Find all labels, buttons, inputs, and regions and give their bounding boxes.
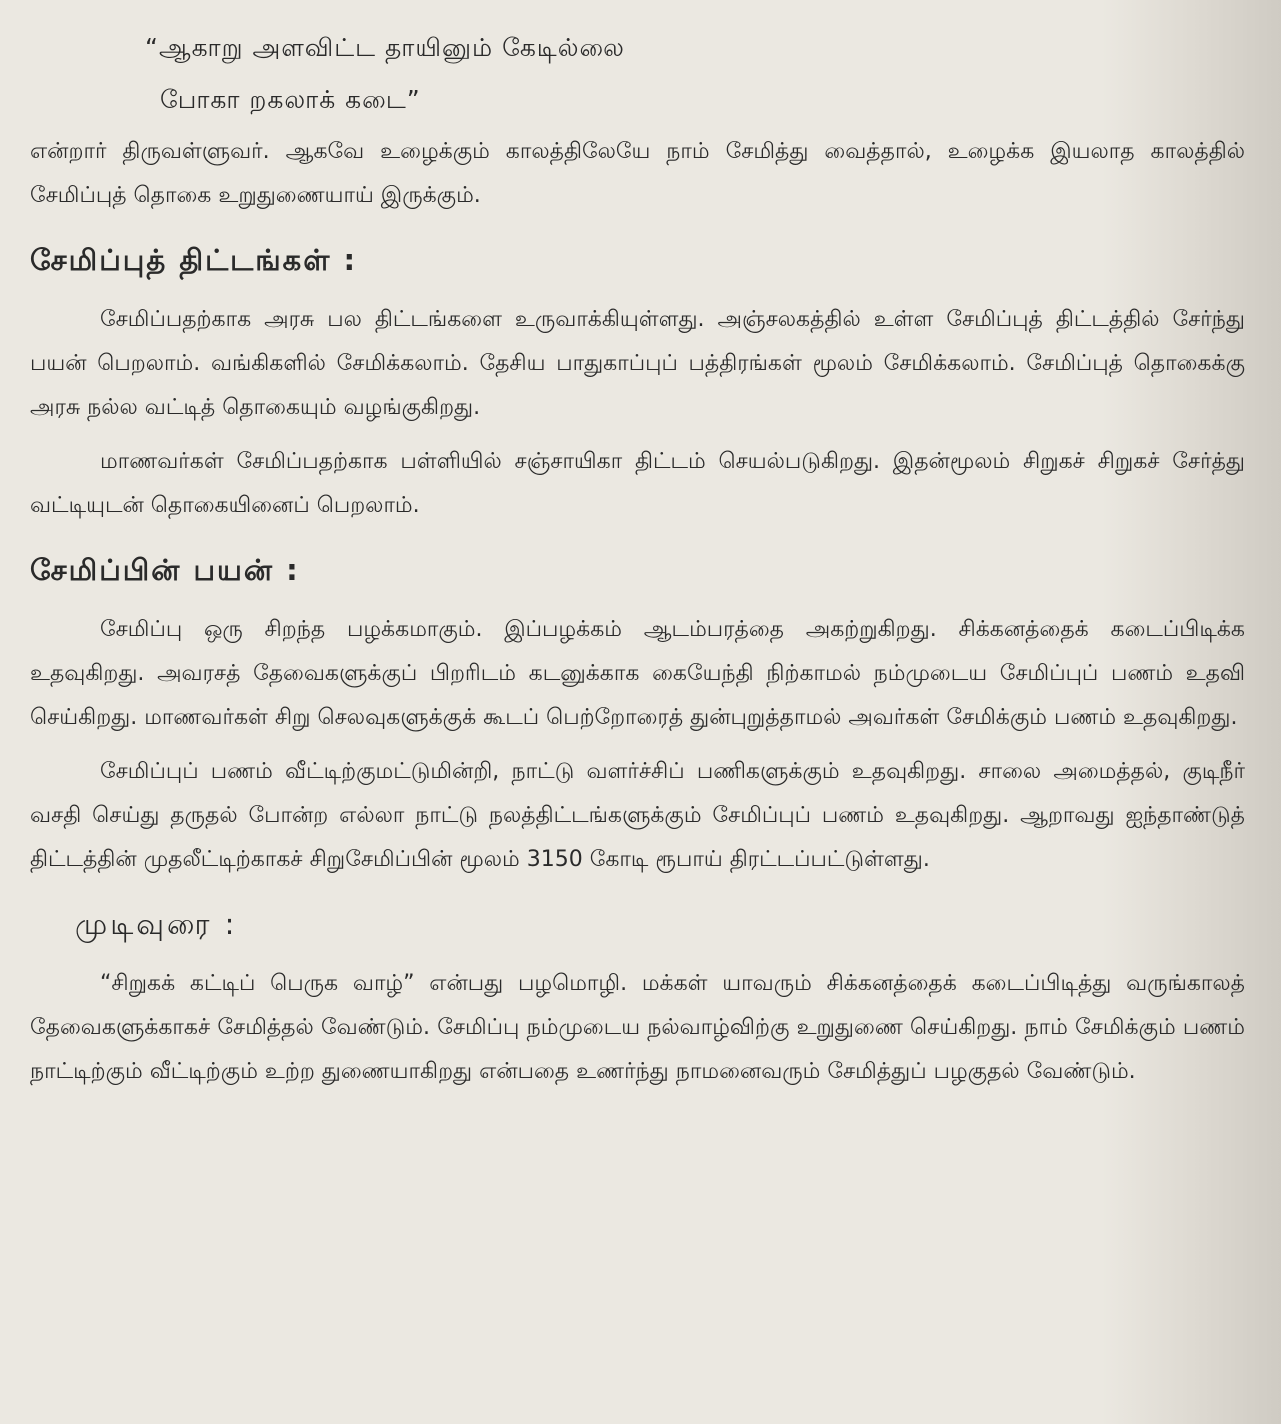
savings-schemes-paragraph-1: சேமிப்பதற்காக அரசு பல திட்டங்களை உருவாக்கியுள்ளது. அஞ்சலகத்தில் உள்ள சேமிப்புத் திட்டத்தில் சேர்ந்து பயன் பெறலாம். வங்கிகளில் சேமிக்கலாம். தேசிய பாதுகாப்புப் பத்திரங்கள் மூலம் சேமிக்கலாம். சேமிப்புத் தொகைக்கு அரசு நல்ல வட்டித் தொகையும் வழங்குகிறது.	[30, 307, 1245, 420]
intro-paragraph: என்றார் திருவள்ளுவர். ஆகவே உழைக்கும் காலத்திலேயே நாம் சேமித்து வைத்தால், உழைக்க இயலாத காலத்தில் சேமிப்புத் தொகை உறுதுணையாய் இருக்கும்.	[30, 139, 1245, 208]
heading-benefits-of-savings: சேமிப்பின் பயன் :	[30, 553, 300, 587]
heading-savings-schemes: சேமிப்புத் திட்டங்கள் :	[30, 243, 358, 277]
kural-line-1: “ஆகாறு அளவிட்ட தாயினும் கேடில்லை	[145, 33, 625, 62]
heading-conclusion: முடிவுரை :	[75, 907, 238, 941]
page-content	[30, 22, 1245, 1094]
conclusion-paragraph: “சிறுகக் கட்டிப் பெருக வாழ்” என்பது பழமொழி. மக்கள் யாவரும் சிக்கனத்தைக் கடைப்பிடித்து வருங்காலத் தேவைகளுக்காகச் சேமித்தல் வேண்டும். சேமிப்பு நம்முடைய நல்வாழ்விற்கு உறுதுணை செய்கிறது. நாம் சேமிக்கும் பணம் நாட்டிற்கும் வீட்டிற்கும் உற்ற துணையாகிறது என்பதை உணர்ந்து நாமனைவரும் சேமித்துப் பழகுதல் வேண்டும்.	[30, 971, 1245, 1084]
kural-line-2: போகா றகலாக் கடை”	[160, 85, 421, 114]
savings-schemes-paragraph-2: மாணவர்கள் சேமிப்பதற்காக பள்ளியில் சஞ்சாயிகா திட்டம் செயல்படுகிறது. இதன்மூலம் சிறுகச் சிறுகச் சேர்த்து வட்டியுடன் தொகையினைப் பெறலாம்.	[30, 449, 1245, 518]
benefits-paragraph-2: சேமிப்புப் பணம் வீட்டிற்குமட்டுமின்றி, நாட்டு வளர்ச்சிப் பணிகளுக்கும் உதவுகிறது. சாலை அமைத்தல், குடிநீர் வசதி செய்து தருதல் போன்ற எல்லா நாட்டு நலத்திட்டங்களுக்கும் சேமிப்புப் பணம் உதவுகிறது. ஆறாவது ஐந்தாண்டுத் திட்டத்தின் முதலீட்டிற்காகச் சிறுசேமிப்பின் மூலம் 3150 கோடி ரூபாய் திரட்டப்பட்டுள்ளது.	[30, 759, 1245, 872]
benefits-paragraph-1: சேமிப்பு ஒரு சிறந்த பழக்கமாகும். இப்பழக்கம் ஆடம்பரத்தை அகற்றுகிறது. சிக்கனத்தைக் கடைப்பிடிக்க உதவுகிறது. அவரசத் தேவைகளுக்குப் பிறரிடம் கடனுக்காக கையேந்தி நிற்காமல் நம்முடைய சேமிப்புப் பணம் உதவி செய்கிறது. மாணவர்கள் சிறு செலவுகளுக்குக் கூடப் பெற்றோரைத் துன்புறுத்தாமல் அவர்கள் சேமிக்கும் பணம் உதவுகிறது.	[30, 617, 1245, 730]
kural-quote	[30, 22, 1245, 126]
